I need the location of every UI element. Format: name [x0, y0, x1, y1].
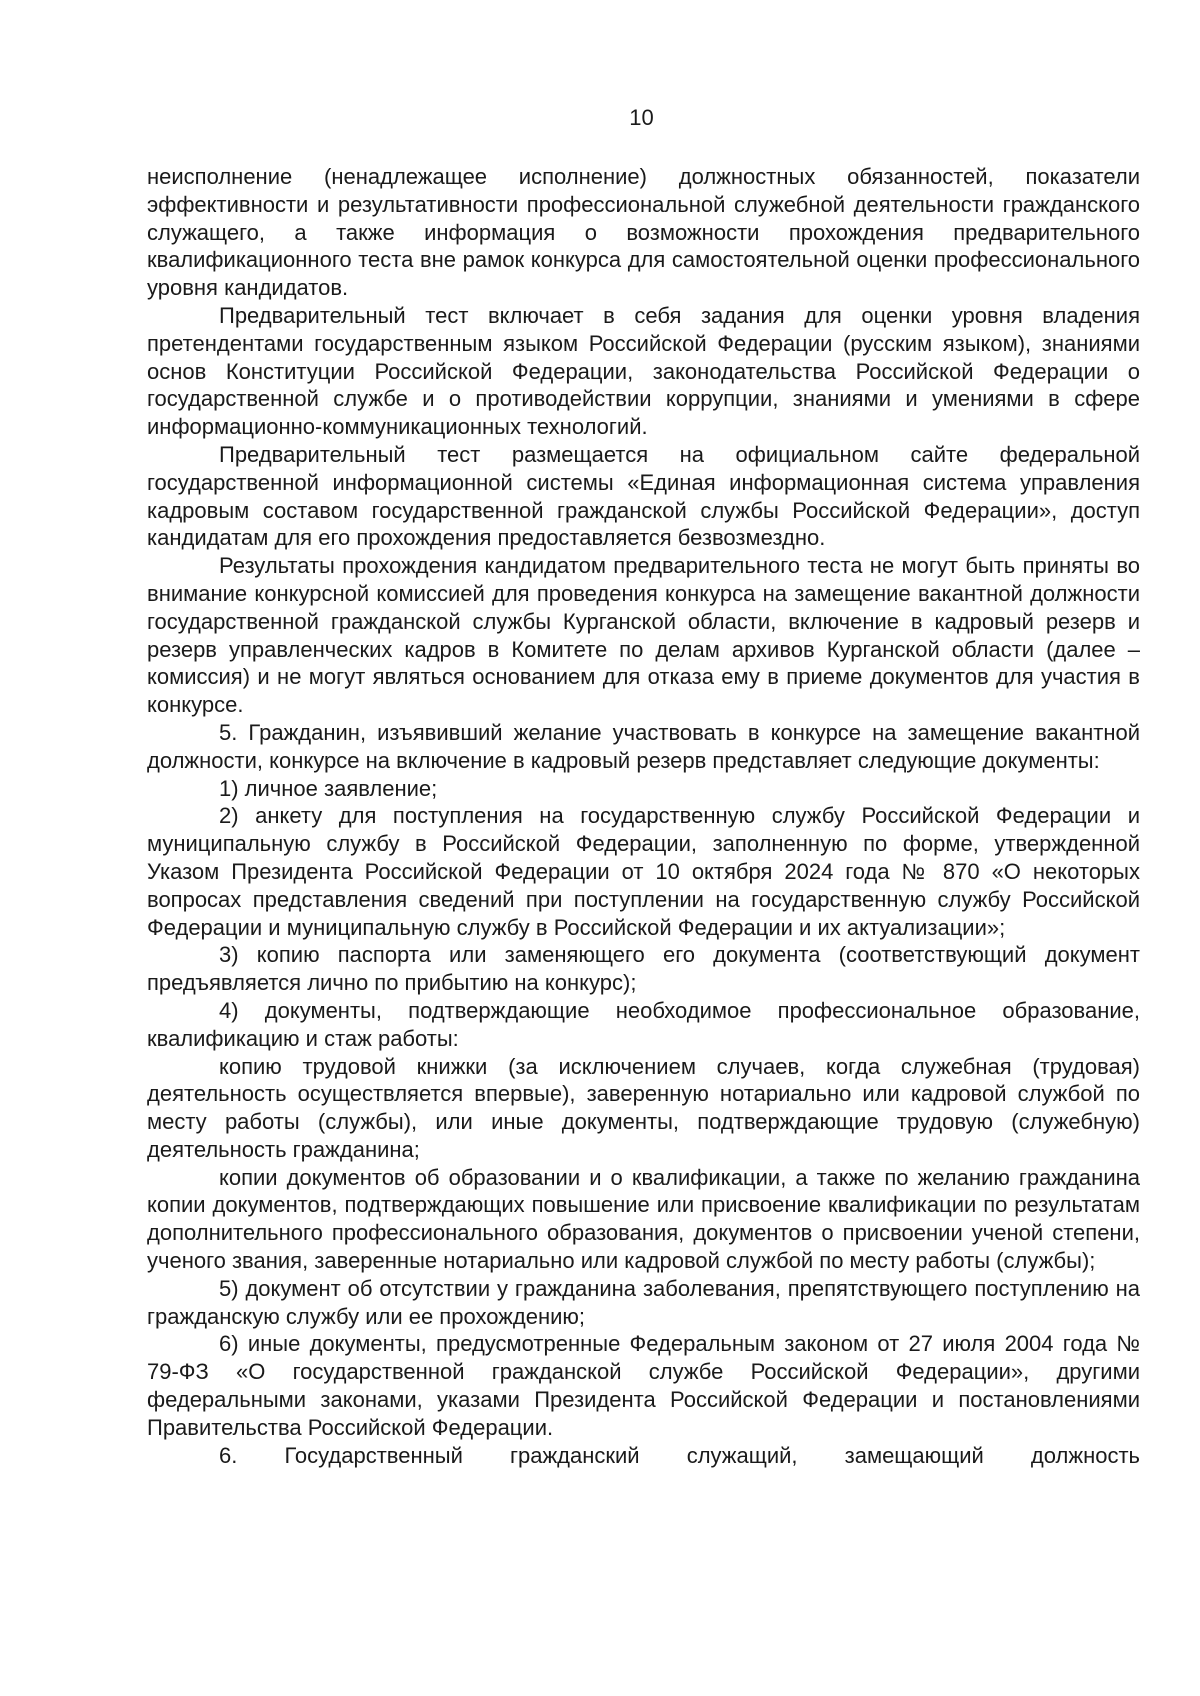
list-item-4: 4) документы, подтверждающие необходимое профессиональное образование, квалификацию и стаж работы: [147, 997, 1140, 1051]
list-item-3: 3) копию паспорта или заменяющего его документа (соответствующий документ предъявляется лично по прибытию на конкурс); [147, 942, 1140, 996]
paragraph-preliminary-test-placement: Предварительный тест размещается на официальном сайте федеральной государственной информационной системы «Единая информационная система управления кадровым составом государственной гражданской службы Российской Федерации», доступ кандидатам для его прохождения предоставляется безвозмездно. [147, 441, 1140, 551]
document-body [147, 163, 1140, 1469]
page-number: 10 [629, 105, 654, 130]
list-item-2: 2) анкету для поступления на государственную службу Российской Федерации и муниципальную службу в Российской Федерации, заполненную по форме, утвержденной Указом Президента Российской Федерации от 10 октября 2024 года № 870 «О некоторых вопросах представления сведений при поступлении на государственную службу Российской Федерации и муниципальную службу в Российской Федерации и их актуализации»; [147, 803, 1140, 940]
paragraph-continuation: неисполнение (ненадлежащее исполнение) должностных обязанностей, показатели эффективности и результативности профессиональной служебной деятельности гражданского служащего, а также информация о возможности прохождения предварительного квалификационного теста вне рамок конкурса для самостоятельной оценки профессионального уровня кандидатов. [147, 164, 1140, 301]
paragraph-preliminary-test-content: Предварительный тест включает в себя задания для оценки уровня владения претендентами государственным языком Российской Федерации (русским языком), знаниями основ Конституции Российской Федерации, законодательства Российской Федерации о государственной службе и о противодействии коррупции, знаниями и умениями в сфере информационно-коммуникационных технологий. [147, 302, 1140, 440]
paragraph-item-5: 5. Гражданин, изъявивший желание участвовать в конкурсе на замещение вакантной должности, конкурсе на включение в кадровый резерв представляет следующие документы: [147, 719, 1140, 773]
list-item-4-labor-book: копию трудовой книжки (за исключением случаев, когда служебная (трудовая) деятельность осуществляется впервые), заверенную нотариально или кадровой службой по месту работы (службы), или иные документы, подтверждающие трудовую (служебную) деятельность гражданина; [147, 1053, 1140, 1162]
paragraph-item-6: 6. Государственный гражданский служащий, замещающий должность [219, 1442, 1140, 1468]
list-item-1: 1) личное заявление; [219, 775, 438, 801]
list-item-5: 5) документ об отсутствии у гражданина заболевания, препятствующего поступлению на гражданскую службу или ее прохождению; [147, 1275, 1140, 1329]
paragraph-preliminary-test-results: Результаты прохождения кандидатом предварительного теста не могут быть приняты во внимание конкурсной комиссией для проведения конкурса на замещение вакантной должности государственной гражданской службы Курганской области, включение в кадровый резерв и резерв управленческих кадров в Комитете по делам архивов Курганской области (далее – комиссия) и не могут являться основанием для отказа ему в приеме документов для участия в конкурсе. [147, 553, 1140, 718]
list-item-6: 6) иные документы, предусмотренные Федеральным законом от 27 июля 2004 года № 79-ФЗ «О государственной гражданской службе Российской Федерации», другими федеральными законами, указами Президента Российской Федерации и постановлениями Правительства Российской Федерации. [147, 1331, 1140, 1440]
list-item-4-education-docs: копии документов об образовании и о квалификации, а также по желанию гражданина копии документов, подтверждающих повышение или присвоение квалификации по результатам дополнительного профессионального образования, документов о присвоении ученой степени, ученого звания, заверенные нотариально или кадровой службой по месту работы (службы); [147, 1164, 1140, 1274]
